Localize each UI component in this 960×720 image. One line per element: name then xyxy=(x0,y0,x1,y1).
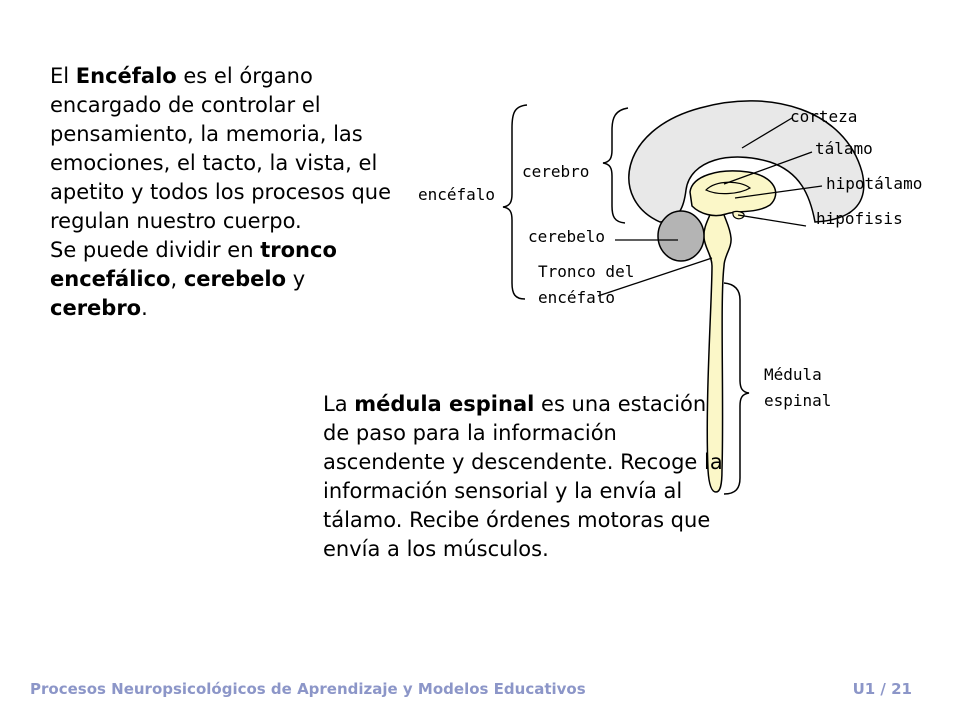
bold-text-run: Encéfalo xyxy=(75,64,177,88)
label-corteza: corteza xyxy=(790,107,858,126)
label-cerebelo: cerebelo xyxy=(528,227,606,246)
medula-paragraph xyxy=(323,390,723,564)
text-run: El xyxy=(50,64,76,88)
bold-text-run: cerebelo xyxy=(183,267,287,291)
footer-course-title: Procesos Neuropsicológicos de Aprendizaje y Modelos Educativos xyxy=(30,680,586,698)
label-talamo: tálamo xyxy=(815,139,873,158)
text-run: es el órgano encargado de controlar el pensamiento, la memoria, las emociones, el tacto, la vista, el apetito y todos los procesos que regulan nuestro cuerpo. xyxy=(50,64,392,233)
bold-text-run: cerebro xyxy=(50,296,142,320)
label-hipotalamo: hipotálamo xyxy=(826,174,923,193)
footer xyxy=(0,680,960,704)
label-tronco-line2: encéfalo xyxy=(538,288,616,307)
text-run: es una estación de paso para la información ascendente y descendente. Recoge la información sensorial y la envía al tálamo. Recibe órdenes motoras que envía a los músculos. xyxy=(323,392,723,561)
label-tronco-line1: Tronco del xyxy=(538,262,635,281)
label-medula-line2: espinal xyxy=(764,391,832,410)
label-cerebro: cerebro xyxy=(522,162,590,181)
cerebellum-shape xyxy=(658,211,704,261)
cerebro-bracket xyxy=(603,108,628,223)
label-hipofisis: hipófisis xyxy=(816,209,903,228)
medula-bracket xyxy=(724,283,749,494)
footer-page-number: U1 / 21 xyxy=(852,680,912,698)
encefalo-bracket xyxy=(503,105,527,299)
label-encefalo: encéfalo xyxy=(418,185,496,204)
bold-text-run: médula espinal xyxy=(354,392,535,416)
hipofisis-leader xyxy=(738,215,806,226)
label-medula-line1: Médula xyxy=(764,365,822,384)
text-run: . xyxy=(141,296,148,320)
text-run: y xyxy=(286,267,306,291)
bold-text-run: tronco encefálico xyxy=(50,238,337,291)
text-run: , xyxy=(170,267,184,291)
text-run: La xyxy=(323,392,355,416)
text-run: Se puede dividir en xyxy=(50,238,261,262)
